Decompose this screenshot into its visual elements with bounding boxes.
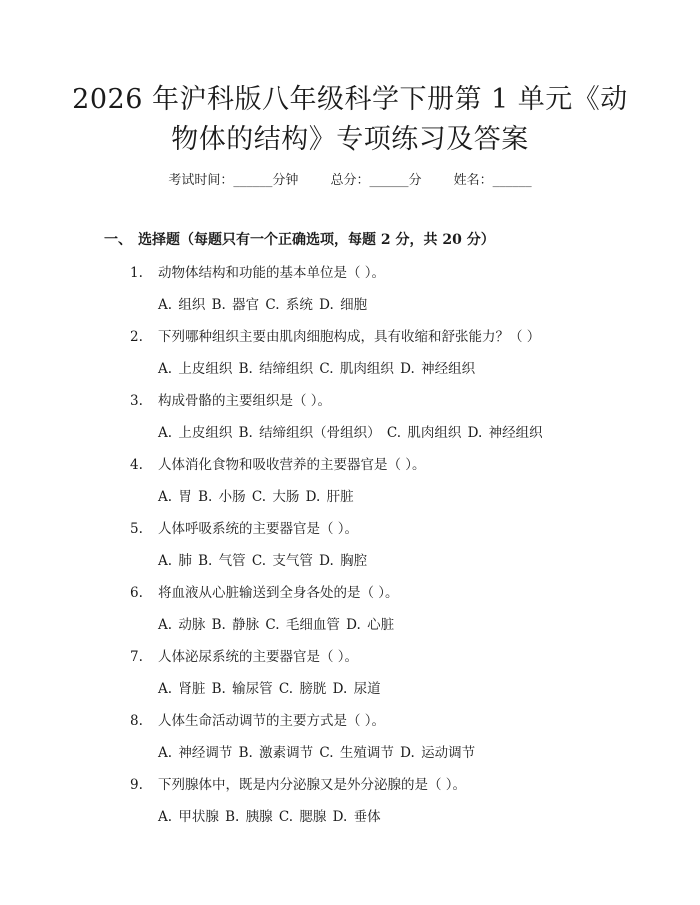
question-text: 动物体结构和功能的基本单位是（ ）。 — [158, 265, 386, 281]
question-number: 8. — [130, 713, 143, 729]
question-5-options: A. 肺 B. 气管 C. 支气管 D. 胸腔 — [158, 553, 368, 569]
question-3 — [130, 389, 331, 409]
question-text: 下列哪种组织主要由肌肉细胞构成，具有收缩和舒张能力？（ ） — [158, 329, 541, 345]
question-text: 人体消化食物和吸收营养的主要器官是（ ）。 — [158, 457, 426, 473]
question-number: 7. — [130, 649, 143, 665]
question-text: 人体泌尿系统的主要器官是（ ）。 — [158, 649, 359, 665]
question-7 — [130, 645, 358, 665]
question-9 — [130, 773, 466, 793]
title-line-2: 物体的结构》专项练习及答案 — [171, 124, 529, 155]
question-1 — [130, 261, 385, 281]
exam-name: 姓名：______ — [453, 173, 532, 188]
question-6-options: A. 动脉 B. 静脉 C. 毛细血管 D. 心脏 — [158, 617, 395, 633]
question-number: 4. — [130, 457, 143, 473]
question-4-options: A. 胃 B. 小肠 C. 大肠 D. 肝脏 — [158, 489, 354, 505]
question-9-options: A. 甲状腺 B. 胰腺 C. 腮腺 D. 垂体 — [158, 809, 381, 825]
question-6 — [130, 581, 399, 601]
exam-time: 考试时间：______分钟 — [168, 173, 299, 188]
exam-score: 总分：______分 — [330, 173, 422, 188]
question-text: 将血液从心脏输送到全身各处的是（ ）。 — [158, 585, 399, 601]
question-2-options: A. 上皮组织 B. 结缔组织 C. 肌肉组织 D. 神经组织 — [158, 361, 476, 377]
question-number: 1. — [130, 265, 143, 281]
question-text: 构成骨骼的主要组织是（ ）。 — [158, 393, 332, 409]
question-3-options: A. 上皮组织 B. 结缔组织（骨组织） C. 肌肉组织 D. 神经组织 — [158, 425, 543, 441]
question-7-options: A. 肾脏 B. 输尿管 C. 膀胱 D. 尿道 — [158, 681, 381, 697]
question-text: 人体生命活动调节的主要方式是（ ）。 — [158, 713, 386, 729]
section-heading — [104, 229, 495, 249]
question-2 — [130, 325, 540, 345]
question-1-options: A. 组织 B. 器官 C. 系统 D. 细胞 — [158, 297, 368, 313]
question-text: 人体呼吸系统的主要器官是（ ）。 — [158, 521, 359, 537]
question-4 — [130, 453, 426, 473]
question-text: 下列腺体中，既是内分泌腺又是外分泌腺的是（ ）。 — [158, 777, 467, 793]
title-line-1: 2026 年沪科版八年级科学下册第 1 单元《动 — [72, 84, 628, 115]
question-number: 6. — [130, 585, 143, 601]
question-number: 9. — [130, 777, 143, 793]
section-title: 选择题（每题只有一个正确选项，每题 2 分，共 20 分） — [138, 232, 495, 248]
question-8-options: A. 神经调节 B. 激素调节 C. 生殖调节 D. 运动调节 — [158, 745, 476, 761]
question-8 — [130, 709, 385, 729]
exam-info — [0, 169, 700, 188]
question-number: 2. — [130, 329, 143, 345]
question-number: 3. — [130, 393, 143, 409]
section-number: 一、 — [104, 232, 132, 248]
document-title — [60, 80, 640, 160]
question-number: 5. — [130, 521, 143, 537]
question-5 — [130, 517, 358, 537]
